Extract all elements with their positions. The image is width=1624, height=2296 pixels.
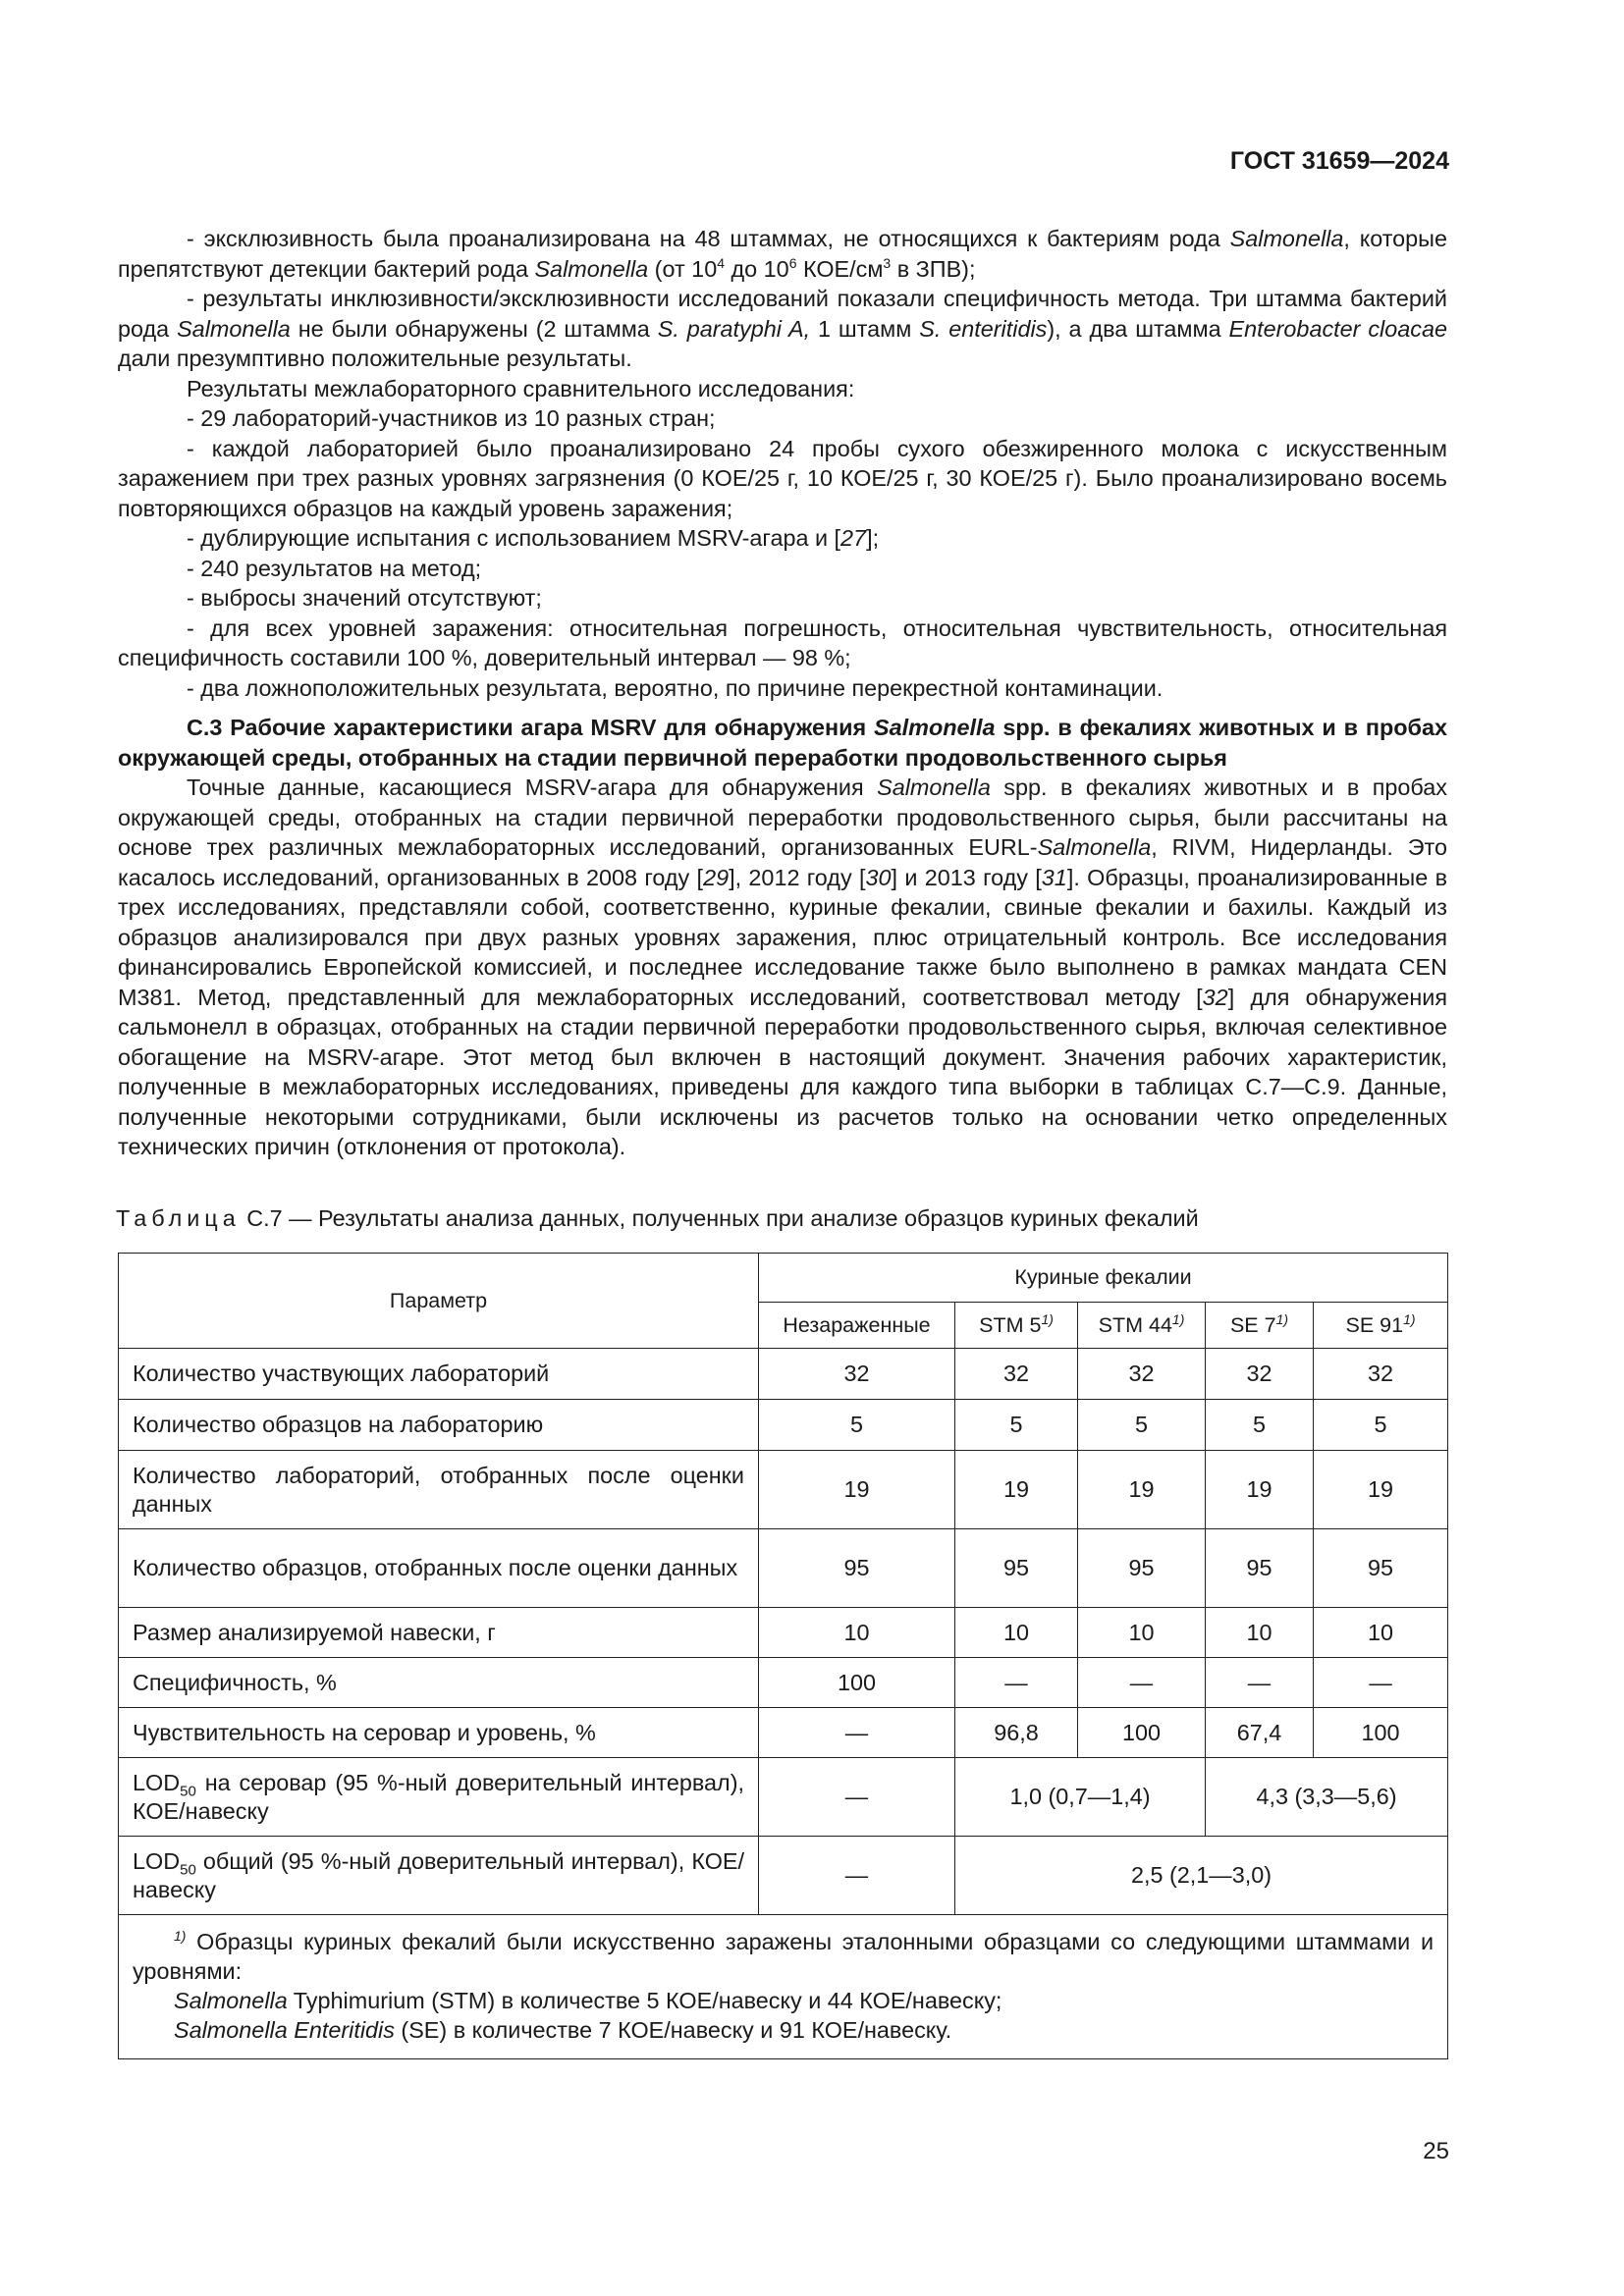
table-cell: 5: [955, 1400, 1078, 1451]
table-cell: 10: [1206, 1608, 1314, 1658]
body-text: [118, 224, 1447, 1162]
paragraph-inclusivity-results: - результаты инклюзивности/эксклюзивности исследований показали специфичность метода. Три штамма бактерий рода Salmonella не были обнаружены (2 штамма S. paratyphi A, 1 штамм S. enteritidis), а два штамма Enterobacter cloacae дали презумптивно положительные результаты.: [118, 286, 1447, 371]
table-cell: —: [1206, 1658, 1314, 1708]
table-footnote-row: [119, 1915, 1448, 2059]
column-header: STM 5$^{1)}$: [955, 1303, 1078, 1349]
table-cell: 19: [955, 1451, 1078, 1529]
paragraph-all-levels: - для всех уровней заражения: относительная погрешность, относительная чувствительность, относительная специфичность составили 100 %, доверительный интервал — 98 %;: [118, 614, 1447, 670]
row-label: Специфичность, %: [119, 1658, 759, 1708]
paragraph-labs-count: - 29 лабораторий-участников из 10 разных стран;: [187, 405, 716, 431]
table-cell: 100: [1078, 1708, 1206, 1758]
group-header: Куриные фекалии: [759, 1254, 1448, 1303]
row-label: $LOD_{50}$ на серовар (95 %-ный доверительный интервал), КОЕ/навеску: [119, 1758, 759, 1837]
results-table: [118, 1253, 1448, 2059]
table-cell: 32: [759, 1349, 955, 1400]
table-cell: 19: [1314, 1451, 1448, 1529]
table-cell: 10: [1314, 1608, 1448, 1658]
table-cell: 19: [1206, 1451, 1314, 1529]
table-cell: 95: [1078, 1529, 1206, 1608]
table-cell: 10: [1078, 1608, 1206, 1658]
table-cell: 19: [1078, 1451, 1206, 1529]
table-cell: 95: [759, 1529, 955, 1608]
table-cell: 19: [759, 1451, 955, 1529]
table-cell: 2,5 (2,1—3,0): [955, 1837, 1448, 1915]
paragraph-outliers: - выбросы значений отсутствуют;: [187, 585, 542, 611]
table-cell: 96,8: [955, 1708, 1078, 1758]
paragraph-interlab-title: Результаты межлабораторного сравнительного исследования:: [187, 375, 855, 401]
table-cell: 5: [1078, 1400, 1206, 1451]
table-cell: 67,4: [1206, 1708, 1314, 1758]
table-header-row: [119, 1254, 1448, 1303]
row-label: Размер анализируемой навески, г: [119, 1608, 759, 1658]
table-cell: —: [759, 1758, 955, 1837]
table-cell: 32: [1314, 1349, 1448, 1400]
table-row: [119, 1658, 1448, 1708]
row-label: $LOD_{50}$ общий (95 %-ный доверительный интервал), КОЕ/навеску: [119, 1837, 759, 1915]
paragraph-samples: - каждой лабораторией было проанализировано 24 пробы сухого обезжиренного молока с искусственным заражением при трех разных уровнях загрязнения (0 КОЕ/25 г, 10 КОЕ/25 г, 30 КОЕ/25 г). Было проанализировано восемь повторяющихся образцов на каждый уровень заражения;: [118, 435, 1447, 521]
table-row: [119, 1608, 1448, 1658]
table-row: [119, 1400, 1448, 1451]
page-number: 25: [1423, 2138, 1449, 2164]
table-row: [119, 1349, 1448, 1400]
table-row: [119, 1837, 1448, 1915]
table-cell: 32: [1206, 1349, 1314, 1400]
table-cell: 100: [759, 1658, 955, 1708]
column-header: SE 91$^{1)}$: [1314, 1303, 1448, 1349]
row-label: Количество образцов на лабораторию: [119, 1400, 759, 1451]
paragraph-exclusivity: - эксклюзивность была проанализирована на 48 штаммах, не относящихся к бактериям рода Salmonella, которые препятствуют детекции бактерий рода Salmonella (от $10^4$ до $10^6$ КОЕ/$см^3$ в ЗПВ);: [118, 226, 1447, 282]
row-label: Количество участвующих лабораторий: [119, 1349, 759, 1400]
table-cell: —: [1078, 1658, 1206, 1708]
table-row: [119, 1758, 1448, 1837]
row-label: Количество лабораторий, отобранных после оценки данных: [119, 1451, 759, 1529]
column-header: Незараженные: [759, 1303, 955, 1349]
row-label: Чувствительность на серовар и уровень, %: [119, 1708, 759, 1758]
paragraph-false-positives: - два ложноположительных результата, вероятно, по причине перекрестной контаминации.: [187, 674, 1164, 701]
paragraph-duplicate-tests: - дублирующие испытания с использованием MSRV-агара и [27];: [187, 525, 880, 551]
column-header: STM 44$^{1)}$: [1078, 1303, 1206, 1349]
table-row: [119, 1708, 1448, 1758]
table-cell: —: [1314, 1658, 1448, 1708]
table-cell: 100: [1314, 1708, 1448, 1758]
table-cell: 95: [955, 1529, 1078, 1608]
table-row: [119, 1529, 1448, 1608]
row-label: Количество образцов, отобранных после оценки данных: [119, 1529, 759, 1608]
table-cell: 32: [955, 1349, 1078, 1400]
table-cell: —: [759, 1708, 955, 1758]
table-cell: 5: [1206, 1400, 1314, 1451]
table-footnote: $^{1)}$ Образцы куриных фекалий были искусственно заражены эталонными образцами со следующими штаммами и уровнями: Salmonella Typhimurium (STM) в количестве 5 КОЕ/навеску и 44 КОЕ/навеску; Salmonella Enteritidis (SE) в количестве 7 КОЕ/навеску и 91 КОЕ/навеску.: [119, 1915, 1448, 2059]
table-cell: 95: [1314, 1529, 1448, 1608]
table-cell: 10: [955, 1608, 1078, 1658]
column-header: SE 7$^{1)}$: [1206, 1303, 1314, 1349]
paragraph-precise-data: Точные данные, касающиеся MSRV-агара для обнаружения Salmonella spp. в фекалиях животных и в пробах окружающей среды, отобранных на стадии первичной переработки продовольственного сырья, были рассчитаны на основе трех различных межлабораторных исследований, организованных EURL-Salmonella, RIVM, Нидерланды. Это касалось исследований, организованных в 2008 году [29], 2012 году [30] и 2013 году [31]. Образцы, проанализированные в трех исследованиях, представляли собой, соответственно, куриные фекалии, свиные фекалии и бахилы. Каждый из образцов анализировался при двух разных уровнях заражения, плюс отрицательный контроль. Все исследования финансировались Европейской комиссией, и последнее исследование также было выполнено в рамках мандата CEN M381. Метод, представленный для межлабораторных исследований, соответствовал методу [32] для обнаружения сальмонелл в образцах, отобранных на стадии первичной переработки продовольственного сырья, включая селективное обогащение на MSRV-агаре. Этот метод был включен в настоящий документ. Значения рабочих характеристик, полученные в межлабораторных исследованиях, приведены для каждого типа выборки в таблицах С.7—С.9. Данные, полученные некоторыми сотрудниками, были исключены из расчетов только на основании четко определенных технических причин (отклонения от протокола).: [118, 774, 1447, 1159]
table-cell: 1,0 (0,7—1,4): [955, 1758, 1206, 1837]
table-cell: 4,3 (3,3—5,6): [1206, 1758, 1448, 1837]
table-cell: 5: [1314, 1400, 1448, 1451]
param-header: Параметр: [119, 1254, 759, 1349]
table-row: [119, 1451, 1448, 1529]
table-cell: —: [955, 1658, 1078, 1708]
section-title-c3: С.3 Рабочие характеристики агара MSRV для обнаружения Salmonella spp. в фекалиях животных и в пробах окружающей среды, отобранных на стадии первичной переработки продовольственного сырья: [118, 715, 1447, 771]
table-cell: 95: [1206, 1529, 1314, 1608]
table-cell: 32: [1078, 1349, 1206, 1400]
table-cell: —: [759, 1837, 955, 1915]
document-header: ГОСТ 31659—2024: [1229, 147, 1449, 175]
table-cell: 5: [759, 1400, 955, 1451]
paragraph-results-count: - 240 результатов на метод;: [187, 555, 482, 581]
table-cell: 10: [759, 1608, 955, 1658]
table-caption: Таблица С.7 — Результаты анализа данных, полученных при анализе образцов куриных фекалий: [116, 1205, 1199, 1231]
